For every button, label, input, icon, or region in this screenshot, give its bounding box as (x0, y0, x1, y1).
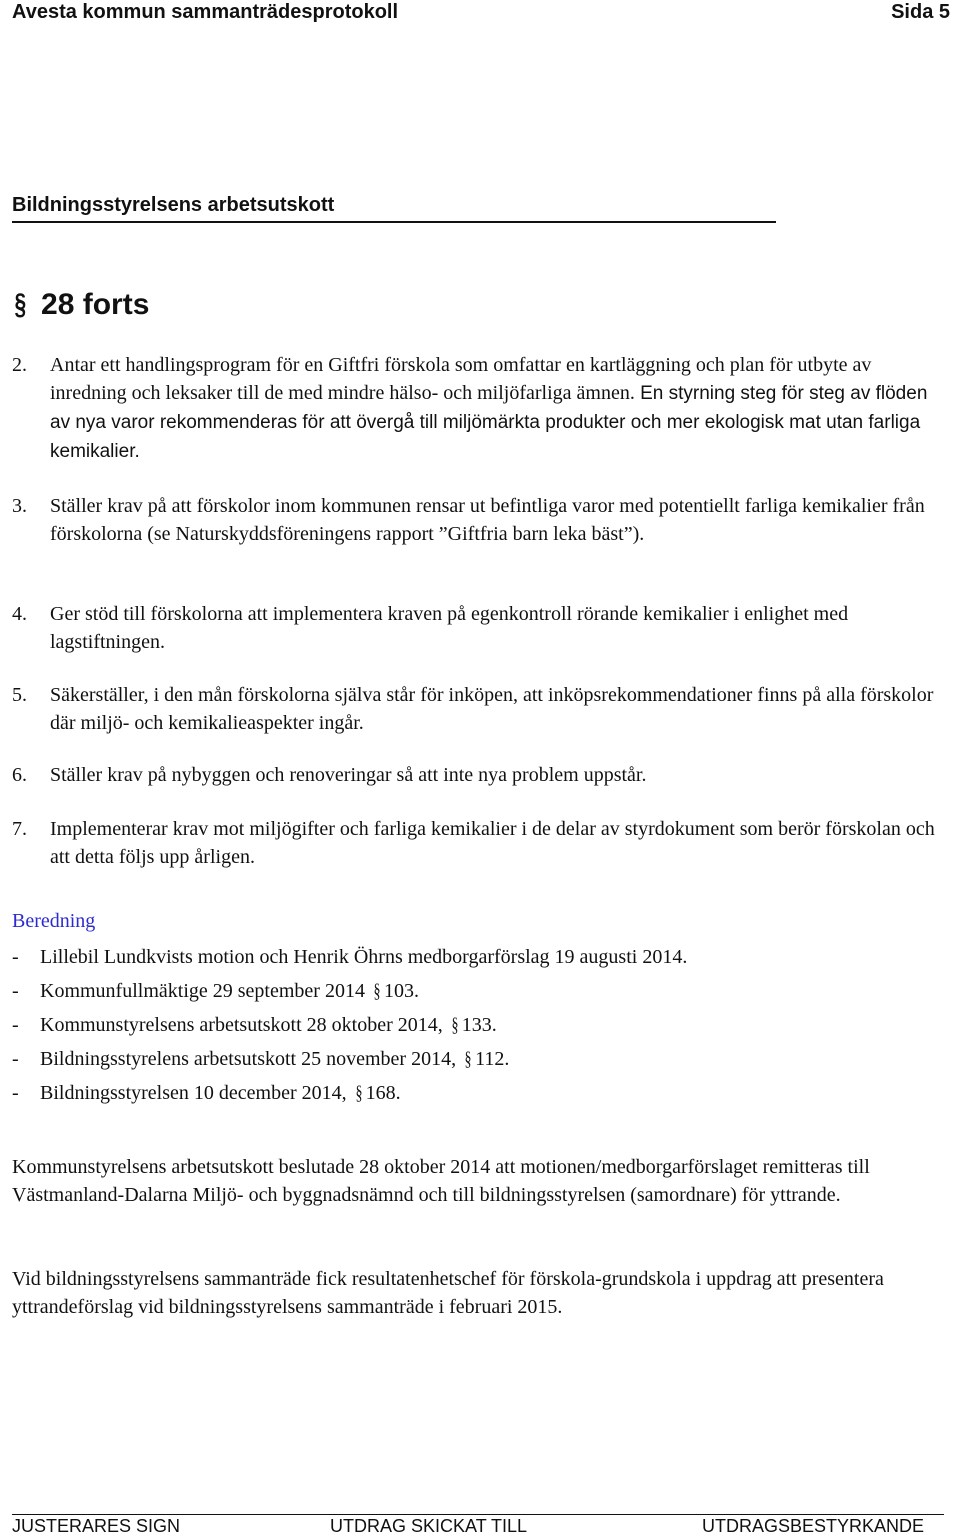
item-number: 2. (12, 354, 27, 376)
decision-item-5 (12, 681, 940, 737)
item-text: Säkerställer, i den mån förskolorna själva står för inköpen, att inköpsrekommendationer finns på alla förskolor där miljö- och kemikalieaspekter ingår. (50, 684, 934, 734)
list-dash: - (12, 1014, 19, 1036)
list-dash: - (12, 946, 19, 968)
section-symbol: § (373, 980, 381, 1002)
entry-text: Bildningsstyrelens arbetsutskott 25 november 2014, (40, 1048, 457, 1070)
entry-text: Kommunstyrelsens arbetsutskott 28 oktober 2014, (40, 1014, 443, 1036)
item-number: 3. (12, 495, 27, 517)
paragraph: Kommunstyrelsens arbetsutskott beslutade 28 oktober 2014 att motionen/medborgarförslaget remitteras till Västmanland-Dalarna Miljö- och byggnadsnämnd och till bildningsstyrelsen (samordnare) för yttrande. (12, 1156, 870, 1206)
footer-divider (12, 1514, 944, 1515)
list-dash: - (12, 1048, 19, 1070)
section-symbol: § (14, 288, 27, 321)
beredning-entry (12, 1079, 401, 1107)
beredning-entry (12, 977, 419, 1005)
entry-ref: 133. (461, 1014, 497, 1036)
page-number: Sida 5 (891, 1, 950, 23)
item-text (50, 351, 940, 466)
decision-item-2 (12, 351, 940, 466)
item-number: 4. (12, 603, 27, 625)
list-dash: - (12, 980, 19, 1002)
decision-item-7 (12, 815, 940, 871)
decision-item-4 (12, 600, 940, 656)
footer-sign-label: JUSTERARES SIGN (12, 1516, 181, 1536)
section-symbol: § (464, 1048, 472, 1070)
entry-ref: 168. (365, 1082, 401, 1104)
section-symbol: § (355, 1082, 363, 1104)
beredning-entry (12, 1045, 509, 1073)
entry-text: Bildningsstyrelsen 10 december 2014, (40, 1082, 347, 1104)
entry-ref: 103. (383, 980, 419, 1002)
section-heading (12, 288, 149, 322)
list-dash: - (12, 1082, 19, 1104)
item-text-serif: Antar ett handlingsprogram för en Giftfri förskola som omfattar en kartläggning och plan för utbyte av inredning och leksaker till de med mindre hälso- och miljöfarliga ämnen. (50, 354, 872, 404)
document-title: Avesta kommun sammanträdesprotokoll (12, 1, 399, 23)
item-text: Ställer krav på nybyggen och renoveringar så att inte nya problem uppstår. (50, 764, 647, 786)
decision-item-3 (12, 492, 940, 548)
footer-cert-label: UTDRAGSBESTYRKANDE (702, 1516, 925, 1536)
item-text: Ger stöd till förskolorna att implementera kraven på egenkontroll rörande kemikalier i enlighet med lagstiftningen. (50, 603, 849, 653)
entry-ref: 112. (475, 1048, 510, 1070)
section-label: 28 forts (41, 288, 150, 321)
entry-text: Lillebil Lundkvists motion och Henrik Öhrns medborgarförslag 19 augusti 2014. (40, 946, 688, 968)
item-number: 7. (12, 818, 27, 840)
footer-sent-label: UTDRAG SKICKAT TILL (330, 1516, 528, 1536)
beredning-entry (12, 943, 687, 971)
entry-text: Kommunfullmäktige 29 september 2014 (40, 980, 365, 1002)
decision-item-6 (12, 761, 940, 789)
item-text-sans: En styrning steg för steg av flöden av nya varor rekommenderas för att övergå till miljömärkta produkter och mer ekologisk mat utan farliga kemikalier. (50, 383, 928, 462)
paragraph: Vid bildningsstyrelsens sammanträde fick resultatenhetschef för förskola-grundskola i uppdrag att presentera yttrandeförslag vid bildningsstyrelsens sammanträde i februari 2015. (12, 1268, 884, 1318)
section-symbol: § (451, 1014, 459, 1036)
beredning-entry (12, 1011, 497, 1039)
item-number: 6. (12, 764, 27, 786)
item-text: Ställer krav på att förskolor inom kommunen rensar ut befintliga varor med potentiellt farliga kemikalier från förskolorna (se Naturskyddsföreningens rapport ”Giftfria barn leka bäst”). (50, 495, 925, 545)
committee-heading: Bildningsstyrelsens arbetsutskott (12, 194, 335, 216)
beredning-heading: Beredning (12, 910, 96, 932)
item-text: Implementerar krav mot miljögifter och farliga kemikalier i de delar av styrdokument som berör förskolan och att detta följs upp årligen. (50, 818, 935, 868)
committee-underline (12, 221, 776, 223)
item-number: 5. (12, 684, 27, 706)
